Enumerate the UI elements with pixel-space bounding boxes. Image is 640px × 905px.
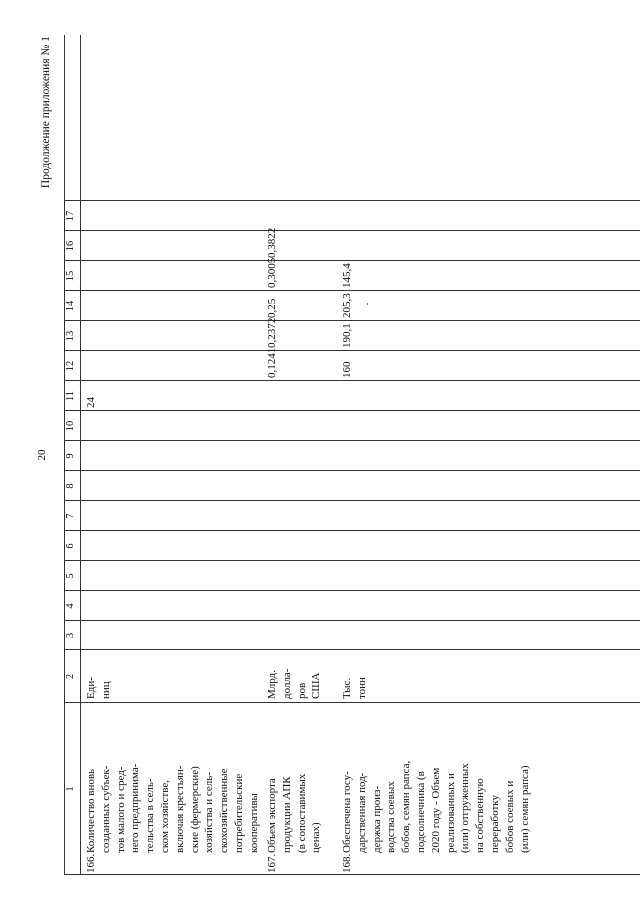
row-name-line: скохозяйственные xyxy=(218,768,231,853)
scan-speck xyxy=(367,303,368,305)
column-rule xyxy=(64,874,640,875)
row-name-line: ском хозяйстве, xyxy=(159,780,171,853)
row-name-line: хозяйства и сель- xyxy=(203,772,216,853)
column-rule xyxy=(64,440,640,441)
column-rule xyxy=(64,350,640,351)
row-name-line: (или) отгруженных xyxy=(459,763,472,853)
column-number: 16 xyxy=(65,240,76,252)
row-name-line: бобов, семян рапса, xyxy=(400,760,413,853)
row-name-line: Объем экспорта xyxy=(266,778,278,853)
column-rule xyxy=(64,470,640,471)
column-rule xyxy=(64,530,640,531)
row-name-line: Количество вновь xyxy=(85,768,97,853)
row-name-line: потребительские xyxy=(233,773,245,853)
value-cell: 0,3822 xyxy=(266,227,278,258)
column-number: 15 xyxy=(65,270,76,282)
row-unit-line: ров xyxy=(295,682,308,699)
row-unit-line: тонн xyxy=(355,677,368,699)
row-unit-line: Еди- xyxy=(85,677,97,699)
column-rule xyxy=(64,590,640,591)
value-cell: 0,2372 xyxy=(266,317,278,348)
row-name-line: дарственная под- xyxy=(355,772,368,853)
column-number: 10 xyxy=(65,420,76,432)
row-name-line: Обеспечена госу- xyxy=(341,771,353,853)
column-rule xyxy=(64,260,640,261)
column-number: 8 xyxy=(65,483,76,489)
appendix-title: Продолжение приложения № 1 xyxy=(40,36,52,189)
row-unit-line: ниц xyxy=(99,681,112,699)
value-cell: 0,25 xyxy=(266,298,278,318)
value-cell: 145,4 xyxy=(341,263,353,288)
row-name-line: тельства в сель- xyxy=(144,778,157,853)
column-number: 5 xyxy=(65,573,76,579)
row-name-line: ские (фермерские) xyxy=(188,766,201,853)
row-name-line: держка произ- xyxy=(370,785,383,853)
value-cell: 205,3 xyxy=(341,293,353,318)
row-name-line: (или) семян рапса) xyxy=(518,765,531,853)
row-unit-line: Тыс. xyxy=(341,677,353,699)
column-rule xyxy=(64,500,640,501)
row-number: 166. xyxy=(85,853,97,873)
value-cell: 0,1241 xyxy=(266,347,278,378)
column-number: 12 xyxy=(65,360,76,372)
value-cell: 190,1 xyxy=(341,323,353,348)
row-name-line: продукции АПК xyxy=(280,776,293,853)
column-rule xyxy=(64,230,640,231)
header-rule xyxy=(80,35,81,875)
row-name-line: тов малого и сред- xyxy=(114,766,127,853)
value-cell: 0,3005 xyxy=(266,257,278,288)
value-cell: 160 xyxy=(341,361,353,378)
column-number: 13 xyxy=(65,330,76,342)
column-number: 2 xyxy=(65,673,76,680)
column-number: 3 xyxy=(65,632,76,639)
row-name-line: подсолнечника (в xyxy=(415,771,427,853)
row-name-line: включая крестьян- xyxy=(173,765,186,853)
column-rule xyxy=(64,649,640,650)
row-name-line: кооперативы xyxy=(247,793,260,853)
column-number: 14 xyxy=(65,300,76,312)
column-rule xyxy=(64,410,640,411)
row-name-line: реализованных и xyxy=(444,773,457,853)
column-rule xyxy=(64,200,640,201)
row-unit-line: Млрд. xyxy=(266,670,278,699)
row-unit-line: США xyxy=(310,672,323,699)
row-name-line: ценах) xyxy=(310,822,323,853)
column-rule xyxy=(64,702,640,703)
row-name-line: созданных субъек- xyxy=(99,765,112,853)
column-number: 17 xyxy=(65,210,76,222)
row-number: 167. xyxy=(266,853,278,873)
row-name-line: (в сопоставимых xyxy=(295,773,308,853)
column-rule xyxy=(64,290,640,291)
row-name-line: на собственную xyxy=(474,778,487,853)
column-rule xyxy=(64,560,640,561)
row-name-line: переработку xyxy=(489,795,501,853)
column-rule xyxy=(64,380,640,381)
column-rule xyxy=(64,320,640,321)
value-cell: 24 xyxy=(85,397,97,408)
column-number: 1 xyxy=(65,786,76,792)
row-unit-line: долла- xyxy=(280,668,293,699)
column-number: 9 xyxy=(65,453,76,459)
column-number: 7 xyxy=(65,513,76,519)
page-number: 20 xyxy=(36,449,48,461)
column-number: 11 xyxy=(65,390,76,402)
column-number: 6 xyxy=(65,543,76,549)
row-name-line: водства соевых xyxy=(385,781,398,853)
column-number: 4 xyxy=(65,603,76,609)
row-name-line: бобов соевых и xyxy=(503,780,516,853)
column-rule xyxy=(64,620,640,621)
row-name-line: 2020 году - Объем xyxy=(429,767,442,853)
row-name-line: него предпринима- xyxy=(129,763,142,853)
row-number: 168. xyxy=(341,853,353,873)
